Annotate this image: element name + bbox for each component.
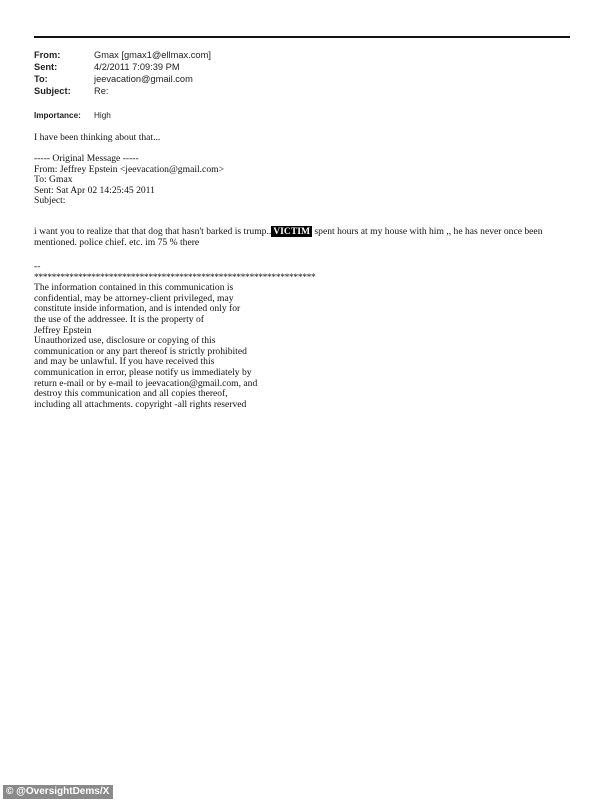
redaction-box: VICTIM — [273, 226, 311, 237]
importance-value: High — [94, 111, 111, 120]
header-to — [34, 73, 211, 85]
signature-line: communication in error, please notify us immediately by — [34, 366, 252, 378]
signature-line: return e-mail or by e-mail to jeevacation@gmail.com, and — [34, 377, 258, 389]
message-text-before: i want you to realize that that dog that hasn't barked is trump.. — [34, 226, 272, 237]
header-rule — [34, 36, 570, 38]
signature-dashes: -- — [34, 261, 41, 272]
original-from: From: Jeffrey Epstein <jeevacation@gmail.com> — [34, 163, 224, 175]
to-value: jeevacation@gmail.com — [94, 74, 193, 84]
original-message-body — [34, 227, 579, 248]
signature-line: and may be unlawful. If you have received this — [34, 356, 215, 368]
header-from — [34, 49, 211, 61]
signature-line: Jeffrey Epstein — [34, 324, 92, 336]
signature-line: the use of the addressee. It is the property of — [34, 313, 204, 325]
sent-value: 4/2/2011 7:09:39 PM — [94, 62, 180, 72]
signature-stars: **************************************************************** — [34, 271, 316, 283]
from-label: From: — [34, 50, 61, 60]
original-sent: Sent: Sat Apr 02 14:25:45 2011 — [34, 184, 155, 196]
subject-label: Subject: — [34, 86, 71, 96]
importance-label: Importance: — [34, 111, 81, 120]
header-importance — [34, 111, 111, 121]
watermark-credit: © @OversightDems/X — [3, 785, 113, 799]
sent-label: Sent: — [34, 62, 58, 72]
signature-line: including all attachments. copyright -all rights reserved — [34, 398, 247, 410]
signature-line: confidential, may be attorney-client privileged, may — [34, 292, 234, 304]
email-header — [34, 49, 211, 97]
original-message-header — [34, 154, 224, 207]
from-value: Gmax [gmax1@ellmax.com] — [94, 50, 211, 60]
header-subject — [34, 85, 211, 97]
to-label: To: — [34, 74, 48, 84]
original-message-separator: ----- Original Message ----- — [34, 153, 139, 164]
signature-line: constitute inside information, and is intended only for — [34, 303, 241, 315]
subject-value: Re: — [94, 86, 109, 96]
signature-line: Unauthorized use, disclosure or copying of this — [34, 335, 216, 347]
original-to: To: Gmax — [34, 174, 73, 186]
reply-body: I have been thinking about that... — [34, 132, 161, 143]
signature-line: destroy this communication and all copies thereof, — [34, 388, 228, 400]
original-subject: Subject: — [34, 195, 66, 207]
confidentiality-signature — [34, 262, 315, 410]
signature-line: The information contained in this communication is — [34, 282, 234, 294]
signature-line: communication or any part thereof is strictly prohibited — [34, 345, 247, 357]
message-text-after: spent hours at my house with him ,, he has never once been mentioned. police chief. etc. im 75 % there — [34, 226, 543, 248]
header-sent — [34, 61, 211, 73]
